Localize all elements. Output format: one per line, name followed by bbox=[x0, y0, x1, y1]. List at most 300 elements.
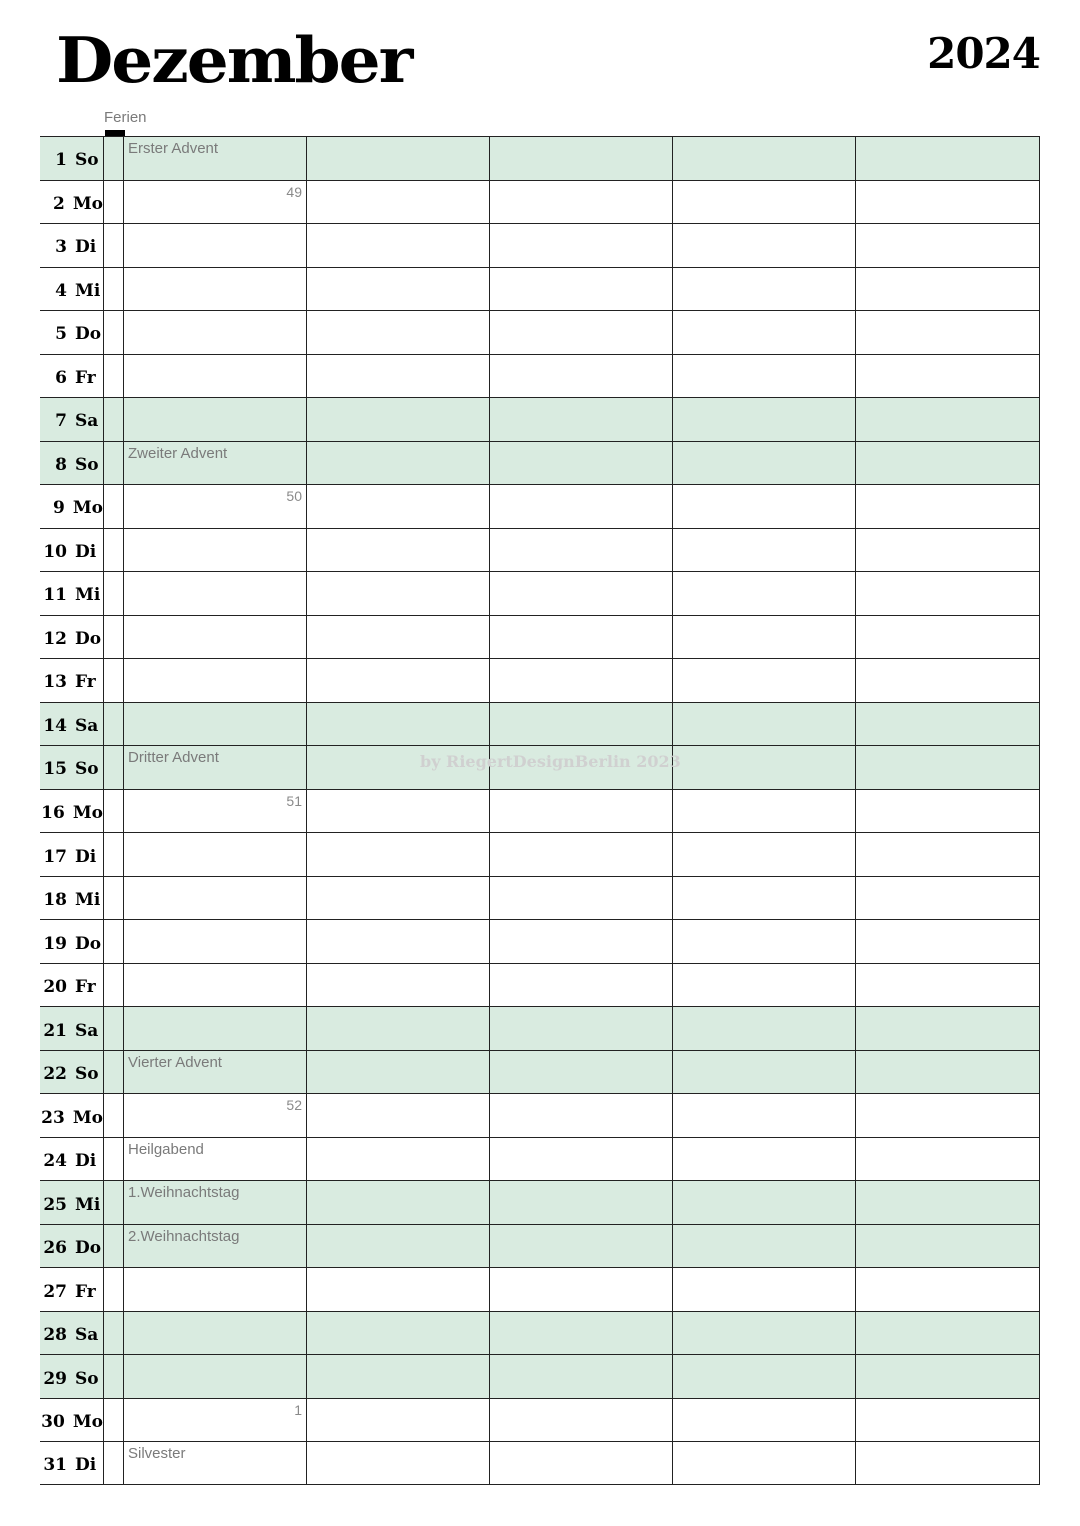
entry-cell-5[interactable] bbox=[856, 1138, 1039, 1181]
ferien-cell[interactable] bbox=[104, 1442, 124, 1484]
day-of-week: So bbox=[75, 759, 99, 780]
day-of-week: Do bbox=[75, 933, 102, 954]
ferien-cell[interactable] bbox=[104, 659, 124, 702]
day-label bbox=[40, 833, 104, 876]
day-label bbox=[40, 529, 104, 572]
holiday-note: Silvester bbox=[128, 1445, 186, 1463]
entry-cell-4[interactable] bbox=[673, 790, 856, 833]
entry-cell-main[interactable] bbox=[124, 181, 307, 224]
day-number: 26 bbox=[43, 1238, 67, 1259]
entry-cell-5[interactable] bbox=[856, 790, 1039, 833]
entry-cell-3[interactable] bbox=[490, 920, 673, 963]
day-of-week: Mi bbox=[75, 280, 101, 301]
day-row bbox=[40, 963, 1039, 1007]
ferien-cell[interactable] bbox=[104, 398, 124, 441]
entry-cell-2[interactable] bbox=[307, 1181, 490, 1224]
day-number: 20 bbox=[43, 977, 67, 998]
entry-cell-3[interactable] bbox=[490, 1312, 673, 1355]
holiday-note: Erster Advent bbox=[128, 140, 219, 157]
day-of-week: Di bbox=[75, 1455, 97, 1476]
day-of-week: Mo bbox=[72, 1107, 103, 1128]
entry-cell-4[interactable] bbox=[673, 137, 856, 180]
entry-cell-main[interactable] bbox=[124, 398, 307, 441]
entry-cell-2[interactable] bbox=[307, 1312, 490, 1355]
ferien-cell[interactable] bbox=[104, 268, 124, 311]
entry-cell-3[interactable] bbox=[490, 311, 673, 354]
entry-cell-2[interactable] bbox=[307, 485, 490, 528]
entry-cell-5[interactable] bbox=[856, 1225, 1039, 1268]
entry-cell-3[interactable] bbox=[490, 1355, 673, 1398]
holiday-note: 1.Weihnachtstag bbox=[128, 1184, 240, 1202]
entry-cell-4[interactable] bbox=[673, 964, 856, 1007]
month-title: Dezember bbox=[56, 23, 412, 98]
entry-cell-2[interactable] bbox=[307, 572, 490, 615]
day-row bbox=[40, 1354, 1039, 1398]
entry-cell-4[interactable] bbox=[673, 1355, 856, 1398]
holiday-note: Dritter Advent bbox=[128, 749, 219, 767]
entry-cell-main[interactable] bbox=[124, 355, 307, 398]
entry-cell-5[interactable] bbox=[856, 268, 1039, 311]
day-label bbox=[40, 572, 104, 615]
day-row bbox=[40, 310, 1039, 354]
entry-cell-3[interactable] bbox=[490, 964, 673, 1007]
ferien-cell[interactable] bbox=[104, 746, 124, 789]
entry-cell-main[interactable] bbox=[124, 268, 307, 311]
day-number: 1 bbox=[55, 150, 67, 171]
day-row bbox=[40, 876, 1039, 920]
day-number: 25 bbox=[43, 1194, 67, 1215]
day-number: 7 bbox=[55, 411, 67, 432]
entry-cell-4[interactable] bbox=[673, 1399, 856, 1442]
day-of-week: Do bbox=[75, 1238, 102, 1259]
entry-cell-main[interactable] bbox=[124, 224, 307, 267]
entry-cell-4[interactable] bbox=[673, 703, 856, 746]
entry-cell-main[interactable] bbox=[124, 659, 307, 702]
day-label bbox=[40, 659, 104, 702]
week-number: 49 bbox=[286, 183, 302, 200]
ferien-cell[interactable] bbox=[104, 1225, 124, 1268]
day-of-week: Sa bbox=[75, 715, 99, 736]
entry-cell-main[interactable] bbox=[124, 572, 307, 615]
entry-cell-5[interactable] bbox=[856, 1007, 1039, 1050]
day-label bbox=[40, 398, 104, 441]
day-label bbox=[40, 920, 104, 963]
entry-cell-2[interactable] bbox=[307, 1094, 490, 1137]
entry-cell-5[interactable] bbox=[856, 616, 1039, 659]
entry-cell-main[interactable] bbox=[124, 311, 307, 354]
day-of-week: Mo bbox=[72, 802, 103, 823]
ferien-cell[interactable] bbox=[104, 311, 124, 354]
ferien-cell[interactable] bbox=[104, 964, 124, 1007]
day-row bbox=[40, 1224, 1039, 1268]
entry-cell-5[interactable] bbox=[856, 659, 1039, 702]
day-of-week: Di bbox=[75, 1151, 97, 1172]
day-row bbox=[40, 702, 1039, 746]
entry-cell-3[interactable] bbox=[490, 1007, 673, 1050]
day-of-week: Mi bbox=[75, 585, 101, 606]
entry-cell-2[interactable] bbox=[307, 268, 490, 311]
entry-cell-main[interactable] bbox=[124, 616, 307, 659]
entry-cell-5[interactable] bbox=[856, 1442, 1039, 1484]
day-label bbox=[40, 268, 104, 311]
entry-cell-5[interactable] bbox=[856, 703, 1039, 746]
entry-cell-main[interactable] bbox=[124, 1312, 307, 1355]
week-number: 52 bbox=[286, 1097, 302, 1114]
entry-cell-5[interactable] bbox=[856, 181, 1039, 224]
entry-cell-4[interactable] bbox=[673, 572, 856, 615]
day-label bbox=[40, 137, 104, 180]
day-label bbox=[40, 1355, 104, 1398]
entry-cell-main[interactable] bbox=[124, 920, 307, 963]
day-label bbox=[40, 877, 104, 920]
entry-cell-main[interactable] bbox=[124, 964, 307, 1007]
entry-cell-2[interactable] bbox=[307, 311, 490, 354]
entry-cell-main[interactable] bbox=[124, 442, 307, 485]
day-number: 18 bbox=[43, 890, 67, 911]
entry-cell-5[interactable] bbox=[856, 877, 1039, 920]
entry-cell-2[interactable] bbox=[307, 1399, 490, 1442]
ferien-cell[interactable] bbox=[104, 1268, 124, 1311]
ferien-cell[interactable] bbox=[104, 1007, 124, 1050]
day-of-week: Di bbox=[75, 541, 97, 562]
day-label bbox=[40, 1051, 104, 1094]
entry-cell-5[interactable] bbox=[856, 1051, 1039, 1094]
day-row bbox=[40, 1093, 1039, 1137]
entry-cell-4[interactable] bbox=[673, 1007, 856, 1050]
day-label bbox=[40, 311, 104, 354]
week-number: 1 bbox=[294, 1401, 302, 1418]
entry-cell-3[interactable] bbox=[490, 1442, 673, 1484]
entry-cell-3[interactable] bbox=[490, 1399, 673, 1442]
entry-cell-main[interactable] bbox=[124, 746, 307, 789]
day-label bbox=[40, 181, 104, 224]
entry-cell-main[interactable] bbox=[124, 1399, 307, 1442]
entry-cell-2[interactable] bbox=[307, 355, 490, 398]
entry-cell-3[interactable] bbox=[490, 355, 673, 398]
entry-cell-3[interactable] bbox=[490, 877, 673, 920]
entry-cell-2[interactable] bbox=[307, 659, 490, 702]
day-number: 31 bbox=[43, 1455, 67, 1476]
entry-cell-3[interactable] bbox=[490, 659, 673, 702]
entry-cell-3[interactable] bbox=[490, 1094, 673, 1137]
day-label bbox=[40, 1138, 104, 1181]
day-label bbox=[40, 616, 104, 659]
entry-cell-main[interactable] bbox=[124, 1181, 307, 1224]
day-number: 12 bbox=[43, 628, 67, 649]
entry-cell-4[interactable] bbox=[673, 485, 856, 528]
entry-cell-4[interactable] bbox=[673, 398, 856, 441]
entry-cell-main[interactable] bbox=[124, 485, 307, 528]
day-number: 5 bbox=[55, 324, 67, 345]
entry-cell-2[interactable] bbox=[307, 224, 490, 267]
entry-cell-5[interactable] bbox=[856, 1312, 1039, 1355]
day-of-week: Sa bbox=[75, 1020, 99, 1041]
day-row bbox=[40, 832, 1039, 876]
entry-cell-2[interactable] bbox=[307, 833, 490, 876]
entry-cell-5[interactable] bbox=[856, 224, 1039, 267]
day-of-week: Mo bbox=[72, 498, 103, 519]
watermark: by RiegertDesignBerlin 2023 bbox=[420, 752, 681, 771]
ferien-cell[interactable] bbox=[104, 137, 124, 180]
entry-cell-3[interactable] bbox=[490, 1225, 673, 1268]
holiday-note: Heilgabend bbox=[128, 1140, 204, 1158]
ferien-cell[interactable] bbox=[104, 442, 124, 485]
entry-cell-5[interactable] bbox=[856, 1399, 1039, 1442]
day-label bbox=[40, 790, 104, 833]
entry-cell-main[interactable] bbox=[124, 1138, 307, 1181]
day-label bbox=[40, 1181, 104, 1224]
ferien-cell[interactable] bbox=[104, 181, 124, 224]
day-number: 9 bbox=[52, 498, 65, 519]
entry-cell-3[interactable] bbox=[490, 1268, 673, 1311]
day-label bbox=[40, 485, 104, 528]
entry-cell-main[interactable] bbox=[124, 833, 307, 876]
entry-cell-3[interactable] bbox=[490, 137, 673, 180]
day-of-week: Mo bbox=[72, 193, 103, 214]
ferien-cell[interactable] bbox=[104, 790, 124, 833]
day-of-week: Mi bbox=[75, 1194, 101, 1215]
entry-cell-4[interactable] bbox=[673, 659, 856, 702]
entry-cell-2[interactable] bbox=[307, 616, 490, 659]
day-number: 23 bbox=[41, 1107, 65, 1128]
entry-cell-2[interactable] bbox=[307, 1355, 490, 1398]
ferien-cell[interactable] bbox=[104, 572, 124, 615]
entry-cell-2[interactable] bbox=[307, 529, 490, 572]
entry-cell-2[interactable] bbox=[307, 442, 490, 485]
entry-cell-5[interactable] bbox=[856, 398, 1039, 441]
day-of-week: Di bbox=[75, 846, 97, 867]
entry-cell-5[interactable] bbox=[856, 355, 1039, 398]
ferien-cell[interactable] bbox=[104, 1355, 124, 1398]
entry-cell-2[interactable] bbox=[307, 1225, 490, 1268]
entry-cell-5[interactable] bbox=[856, 1094, 1039, 1137]
entry-cell-3[interactable] bbox=[490, 616, 673, 659]
day-of-week: So bbox=[75, 454, 99, 475]
ferien-cell[interactable] bbox=[104, 1181, 124, 1224]
entry-cell-3[interactable] bbox=[490, 790, 673, 833]
day-label bbox=[40, 1225, 104, 1268]
day-row bbox=[40, 223, 1039, 267]
entry-cell-4[interactable] bbox=[673, 1181, 856, 1224]
entry-cell-2[interactable] bbox=[307, 1268, 490, 1311]
entry-cell-5[interactable] bbox=[856, 442, 1039, 485]
entry-cell-2[interactable] bbox=[307, 1051, 490, 1094]
day-number: 24 bbox=[43, 1151, 67, 1172]
day-of-week: Do bbox=[75, 628, 102, 649]
ferien-cell[interactable] bbox=[104, 920, 124, 963]
entry-cell-5[interactable] bbox=[856, 1181, 1039, 1224]
day-label bbox=[40, 1007, 104, 1050]
day-label bbox=[40, 746, 104, 789]
ferien-cell[interactable] bbox=[104, 703, 124, 746]
day-label bbox=[40, 1399, 104, 1442]
entry-cell-main[interactable] bbox=[124, 1268, 307, 1311]
entry-cell-5[interactable] bbox=[856, 1355, 1039, 1398]
entry-cell-2[interactable] bbox=[307, 181, 490, 224]
day-row bbox=[40, 1006, 1039, 1050]
entry-cell-5[interactable] bbox=[856, 1268, 1039, 1311]
day-label bbox=[40, 1312, 104, 1355]
entry-cell-4[interactable] bbox=[673, 1312, 856, 1355]
calendar-grid bbox=[40, 136, 1040, 1485]
entry-cell-4[interactable] bbox=[673, 224, 856, 267]
day-number: 13 bbox=[43, 672, 67, 693]
entry-cell-main[interactable] bbox=[124, 1225, 307, 1268]
day-of-week: Fr bbox=[75, 367, 96, 388]
entry-cell-main[interactable] bbox=[124, 1094, 307, 1137]
day-of-week: Fr bbox=[75, 977, 96, 998]
entry-cell-3[interactable] bbox=[490, 833, 673, 876]
entry-cell-5[interactable] bbox=[856, 746, 1039, 789]
day-of-week: Do bbox=[75, 324, 102, 345]
entry-cell-main[interactable] bbox=[124, 703, 307, 746]
entry-cell-4[interactable] bbox=[673, 529, 856, 572]
entry-cell-4[interactable] bbox=[673, 1225, 856, 1268]
day-row bbox=[40, 397, 1039, 441]
entry-cell-4[interactable] bbox=[673, 616, 856, 659]
day-row bbox=[40, 136, 1039, 180]
entry-cell-3[interactable] bbox=[490, 1138, 673, 1181]
ferien-cell[interactable] bbox=[104, 529, 124, 572]
entry-cell-main[interactable] bbox=[124, 1442, 307, 1484]
day-row bbox=[40, 658, 1039, 702]
entry-cell-3[interactable] bbox=[490, 703, 673, 746]
day-number: 30 bbox=[41, 1412, 65, 1433]
day-label bbox=[40, 703, 104, 746]
ferien-cell[interactable] bbox=[104, 833, 124, 876]
day-number: 22 bbox=[43, 1064, 67, 1085]
entry-cell-5[interactable] bbox=[856, 485, 1039, 528]
entry-cell-2[interactable] bbox=[307, 1007, 490, 1050]
entry-cell-3[interactable] bbox=[490, 529, 673, 572]
day-number: 15 bbox=[43, 759, 67, 780]
entry-cell-5[interactable] bbox=[856, 137, 1039, 180]
entry-cell-main[interactable] bbox=[124, 137, 307, 180]
entry-cell-4[interactable] bbox=[673, 268, 856, 311]
entry-cell-5[interactable] bbox=[856, 311, 1039, 354]
week-number: 50 bbox=[286, 488, 302, 505]
day-label bbox=[40, 224, 104, 267]
entry-cell-2[interactable] bbox=[307, 790, 490, 833]
entry-cell-2[interactable] bbox=[307, 877, 490, 920]
entry-cell-main[interactable] bbox=[124, 790, 307, 833]
day-row bbox=[40, 1311, 1039, 1355]
ferien-cell[interactable] bbox=[104, 355, 124, 398]
entry-cell-2[interactable] bbox=[307, 1442, 490, 1484]
day-of-week: Fr bbox=[75, 1281, 96, 1302]
entry-cell-5[interactable] bbox=[856, 572, 1039, 615]
holiday-note: Vierter Advent bbox=[128, 1053, 222, 1071]
ferien-cell[interactable] bbox=[104, 485, 124, 528]
ferien-cell[interactable] bbox=[104, 1399, 124, 1442]
holiday-note: 2.Weihnachtstag bbox=[128, 1227, 240, 1245]
entry-cell-2[interactable] bbox=[307, 137, 490, 180]
entry-cell-4[interactable] bbox=[673, 1442, 856, 1484]
day-row bbox=[40, 1398, 1039, 1442]
entry-cell-3[interactable] bbox=[490, 442, 673, 485]
day-label bbox=[40, 1094, 104, 1137]
entry-cell-3[interactable] bbox=[490, 181, 673, 224]
entry-cell-4[interactable] bbox=[673, 1138, 856, 1181]
day-of-week: Sa bbox=[75, 411, 99, 432]
day-row bbox=[40, 615, 1039, 659]
entry-cell-main[interactable] bbox=[124, 529, 307, 572]
day-number: 11 bbox=[43, 585, 67, 606]
day-row bbox=[40, 528, 1039, 572]
entry-cell-3[interactable] bbox=[490, 485, 673, 528]
day-number: 16 bbox=[41, 802, 65, 823]
entry-cell-4[interactable] bbox=[673, 1268, 856, 1311]
entry-cell-5[interactable] bbox=[856, 964, 1039, 1007]
entry-cell-3[interactable] bbox=[490, 1051, 673, 1094]
day-row bbox=[40, 484, 1039, 528]
entry-cell-2[interactable] bbox=[307, 1138, 490, 1181]
entry-cell-2[interactable] bbox=[307, 964, 490, 1007]
entry-cell-4[interactable] bbox=[673, 311, 856, 354]
day-row bbox=[40, 571, 1039, 615]
day-number: 3 bbox=[55, 237, 67, 258]
ferien-cell[interactable] bbox=[104, 1312, 124, 1355]
day-row bbox=[40, 789, 1039, 833]
day-number: 21 bbox=[43, 1020, 67, 1041]
day-label bbox=[40, 442, 104, 485]
entry-cell-4[interactable] bbox=[673, 181, 856, 224]
entry-cell-3[interactable] bbox=[490, 572, 673, 615]
entry-cell-3[interactable] bbox=[490, 224, 673, 267]
entry-cell-3[interactable] bbox=[490, 398, 673, 441]
entry-cell-4[interactable] bbox=[673, 355, 856, 398]
day-number: 8 bbox=[55, 454, 67, 475]
day-row bbox=[40, 919, 1039, 963]
entry-cell-main[interactable] bbox=[124, 1051, 307, 1094]
entry-cell-2[interactable] bbox=[307, 703, 490, 746]
entry-cell-4[interactable] bbox=[673, 1051, 856, 1094]
day-number: 19 bbox=[43, 933, 67, 954]
day-number: 29 bbox=[43, 1368, 67, 1389]
day-label bbox=[40, 1268, 104, 1311]
day-of-week: So bbox=[75, 1368, 99, 1389]
day-of-week: Sa bbox=[75, 1325, 99, 1346]
day-number: 10 bbox=[43, 541, 67, 562]
day-of-week: Fr bbox=[75, 672, 96, 693]
ferien-cell[interactable] bbox=[104, 224, 124, 267]
entry-cell-4[interactable] bbox=[673, 1094, 856, 1137]
entry-cell-5[interactable] bbox=[856, 529, 1039, 572]
ferien-cell[interactable] bbox=[104, 877, 124, 920]
day-number: 2 bbox=[52, 193, 65, 214]
entry-cell-4[interactable] bbox=[673, 442, 856, 485]
entry-cell-main[interactable] bbox=[124, 877, 307, 920]
ferien-cell[interactable] bbox=[104, 1051, 124, 1094]
entry-cell-3[interactable] bbox=[490, 268, 673, 311]
entry-cell-5[interactable] bbox=[856, 920, 1039, 963]
entry-cell-3[interactable] bbox=[490, 1181, 673, 1224]
entry-cell-main[interactable] bbox=[124, 1355, 307, 1398]
entry-cell-2[interactable] bbox=[307, 398, 490, 441]
ferien-cell[interactable] bbox=[104, 1138, 124, 1181]
ferien-cell[interactable] bbox=[104, 1094, 124, 1137]
entry-cell-4[interactable] bbox=[673, 833, 856, 876]
entry-cell-4[interactable] bbox=[673, 746, 856, 789]
day-of-week: Mo bbox=[72, 1412, 103, 1433]
entry-cell-5[interactable] bbox=[856, 833, 1039, 876]
entry-cell-4[interactable] bbox=[673, 920, 856, 963]
entry-cell-4[interactable] bbox=[673, 877, 856, 920]
ferien-cell[interactable] bbox=[104, 616, 124, 659]
entry-cell-2[interactable] bbox=[307, 920, 490, 963]
year-title: 2024 bbox=[927, 29, 1040, 78]
entry-cell-main[interactable] bbox=[124, 1007, 307, 1050]
